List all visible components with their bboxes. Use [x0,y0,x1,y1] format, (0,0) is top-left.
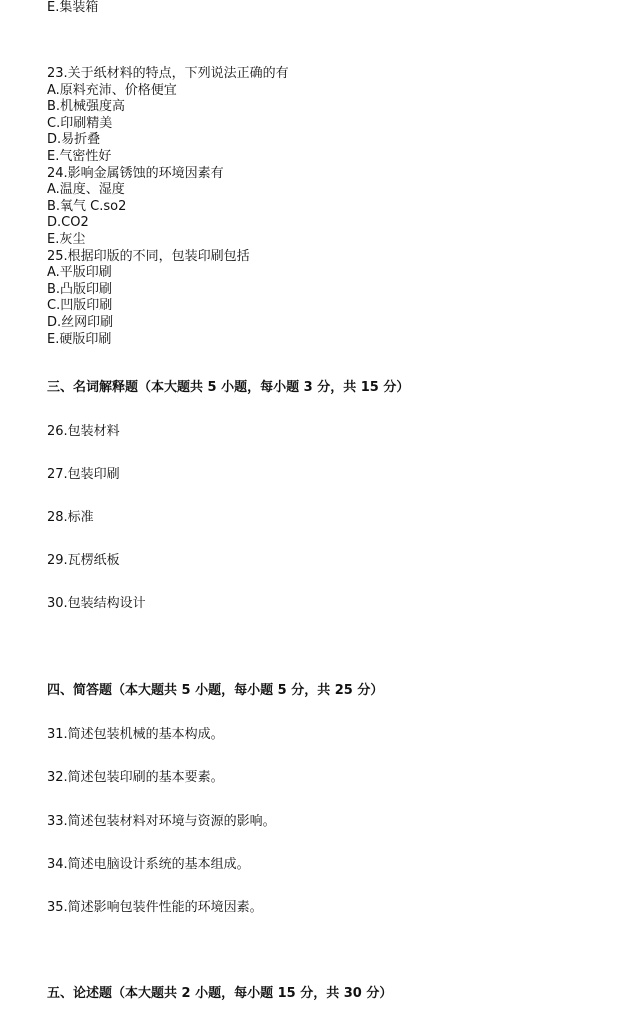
option-e-container: E.集装箱 [47,0,99,15]
option-24-e: E.灰尘 [47,231,86,247]
question-29: 29.瓦楞纸板 [47,553,120,568]
option-23-a: A.原料充沛、价格便宜 [47,82,177,98]
option-25-c: C.凹版印刷 [47,298,113,314]
question-35: 35.简述影响包装件性能的环境因素。 [47,900,263,915]
question-33: 33.简述包装材料对环境与资源的影响。 [47,814,276,829]
multiple-choice-block [47,66,289,348]
section5-heading: 五、论述题（本大题共 2 小题，每小题 15 分，共 30 分） [47,986,393,1001]
option-25-d: D.丝网印刷 [47,314,114,330]
question-23: 23.关于纸材料的特点，下列说法正确的有 [47,66,289,81]
question-26: 26.包装材料 [47,424,120,439]
question-32: 32.简述包装印刷的基本要素。 [47,770,224,785]
option-23-e: E.气密性好 [47,148,112,164]
option-23-b: B.机械强度高 [47,99,126,115]
question-30: 30.包装结构设计 [47,596,146,611]
section3-heading: 三、名词解释题（本大题共 5 小题，每小题 3 分，共 15 分） [47,380,410,395]
question-25: 25.根据印版的不同，包装印刷包括 [47,248,250,264]
option-23-d: D.易折叠 [47,132,101,148]
option-24-d: D.CO2 [47,215,89,231]
option-24-a: A.温度、湿度 [47,182,125,198]
option-25-b: B.凸版印刷 [47,281,113,297]
question-28: 28.标准 [47,510,94,525]
question-27: 27.包装印刷 [47,467,120,482]
option-25-a: A.平版印刷 [47,265,112,281]
question-34: 34.简述电脑设计系统的基本组成。 [47,857,250,872]
option-25-e: E.硬版印刷 [47,331,112,347]
option-23-c: C.印刷精美 [47,115,113,131]
question-24: 24.影响金属锈蚀的环境因素有 [47,165,224,181]
section4-heading: 四、简答题（本大题共 5 小题，每小题 5 分，共 25 分） [47,683,384,698]
option-24-bc: B.氧气 C.so2 [47,198,127,214]
question-31: 31.简述包装机械的基本构成。 [47,727,224,742]
